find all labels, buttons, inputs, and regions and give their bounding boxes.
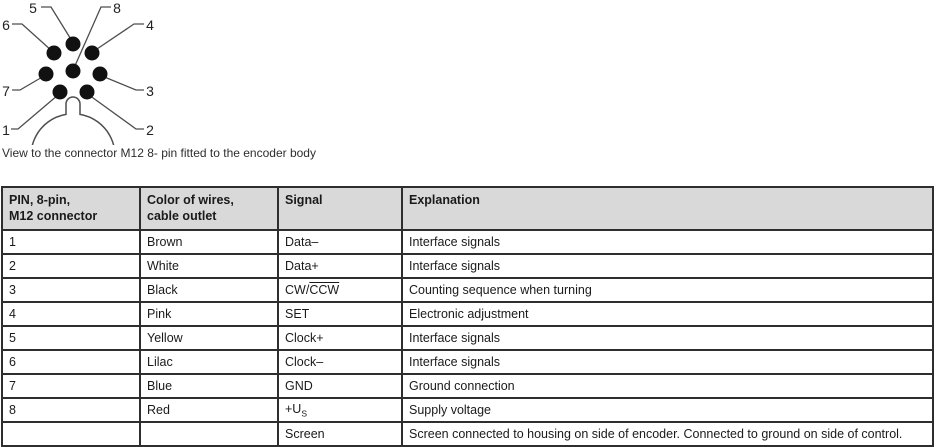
table-row — [2, 398, 933, 422]
table-row — [2, 230, 933, 254]
table-row — [2, 350, 933, 374]
pin-assignment-table — [1, 186, 934, 447]
cell-color: Brown — [140, 230, 278, 254]
pin-label-6: 6 — [2, 17, 10, 33]
cell-color: White — [140, 254, 278, 278]
pin-label-1: 1 — [2, 122, 10, 138]
pin-label-7: 7 — [2, 83, 10, 99]
table-row — [2, 326, 933, 350]
cell-signal: Data– — [278, 230, 402, 254]
cell-pin: 8 — [2, 398, 140, 422]
header-cell-explanation — [402, 187, 933, 230]
diagram-caption: View to the connector M12 8- pin fitted to the encoder body — [2, 146, 316, 160]
pin-label-4: 4 — [146, 17, 154, 33]
pin-dot-1 — [53, 85, 68, 100]
cell-explanation: Interface signals — [402, 230, 933, 254]
table-row — [2, 254, 933, 278]
cell-pin: 7 — [2, 374, 140, 398]
leader-line-7 — [12, 76, 44, 90]
cell-signal: GND — [278, 374, 402, 398]
cell-color — [140, 422, 278, 446]
header-cell-pin — [2, 187, 140, 230]
pin-dot-3 — [93, 67, 108, 82]
cell-color: Yellow — [140, 326, 278, 350]
cell-signal — [278, 278, 402, 302]
cell-color: Black — [140, 278, 278, 302]
signal-overline-text: $\overline{CCW}$ — [309, 283, 340, 297]
pin-label-5: 5 — [29, 0, 37, 16]
cell-signal: SET — [278, 302, 402, 326]
cell-pin: 4 — [2, 302, 140, 326]
cell-signal: Screen — [278, 422, 402, 446]
cell-pin — [2, 422, 140, 446]
header-line: Explanation — [409, 193, 480, 207]
cell-pin: 5 — [2, 326, 140, 350]
table-row — [2, 278, 933, 302]
pin-label-3: 3 — [146, 83, 154, 99]
leader-line-4 — [94, 24, 144, 51]
cell-pin: 2 — [2, 254, 140, 278]
signal-text: CW/ — [285, 283, 310, 297]
cell-pin: 3 — [2, 278, 140, 302]
pin-label-8: 8 — [113, 0, 121, 16]
m12-connector-diagram — [0, 0, 168, 145]
cell-color: Pink — [140, 302, 278, 326]
cell-explanation: Supply voltage — [402, 398, 933, 422]
pin-dot-2 — [80, 85, 95, 100]
header-line: Signal — [285, 193, 323, 207]
cell-pin: 6 — [2, 350, 140, 374]
table-row — [2, 374, 933, 398]
signal-text: +U — [285, 401, 302, 416]
header-line: cable outlet — [147, 209, 217, 223]
header-cell-color — [140, 187, 278, 230]
cell-color: Lilac — [140, 350, 278, 374]
header-line: PIN, 8-pin, — [9, 193, 71, 207]
cell-explanation: Interface signals — [402, 350, 933, 374]
cell-pin: 1 — [2, 230, 140, 254]
pin-dot-6 — [47, 46, 62, 61]
cell-explanation: Screen connected to housing on side of encoder. Connected to ground on side of control. — [402, 422, 933, 446]
pin-dot-4 — [85, 46, 100, 61]
leader-line-5 — [41, 7, 72, 41]
pin-dot-8 — [66, 64, 81, 79]
cell-explanation: Interface signals — [402, 254, 933, 278]
pin-label-2: 2 — [146, 122, 154, 138]
pin-dot-5 — [66, 37, 81, 52]
table-row — [2, 422, 933, 446]
table-header-row — [2, 187, 933, 230]
cell-color: Blue — [140, 374, 278, 398]
cell-signal: Clock+ — [278, 326, 402, 350]
cell-explanation: Counting sequence when turning — [402, 278, 933, 302]
header-line: Color of wires, — [147, 193, 234, 207]
table-row — [2, 302, 933, 326]
cell-signal: Data+ — [278, 254, 402, 278]
signal-subscript-text: S — [301, 408, 307, 419]
cell-explanation: Interface signals — [402, 326, 933, 350]
cell-explanation: Ground connection — [402, 374, 933, 398]
pin-dot-7 — [39, 67, 54, 82]
cell-color: Red — [140, 398, 278, 422]
leader-line-3 — [102, 76, 144, 90]
header-cell-signal — [278, 187, 402, 230]
header-line: M12 connector — [9, 209, 98, 223]
cell-explanation: Electronic adjustment — [402, 302, 933, 326]
cell-signal: Clock– — [278, 350, 402, 374]
leader-line-6 — [12, 24, 52, 51]
cell-signal — [278, 398, 402, 422]
